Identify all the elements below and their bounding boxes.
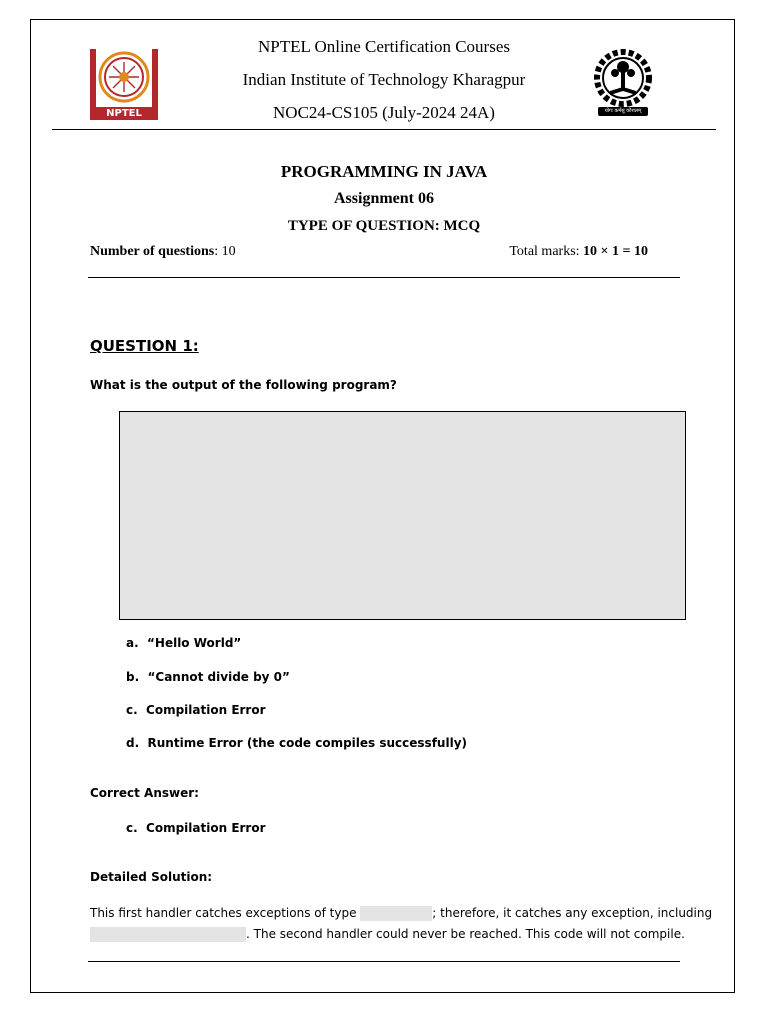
assignment-title: Assignment 06 xyxy=(333,190,434,207)
total-marks-label: Total marks: xyxy=(509,244,584,259)
iit-motto: योगः कर्मसु कौशलम् xyxy=(604,108,642,114)
option-b xyxy=(126,670,290,684)
option-text: Runtime Error (the code compiles successfully) xyxy=(147,736,467,750)
nptel-logo-label: NPTEL xyxy=(106,108,142,119)
solution-text-3: . The second handler could never be reached. This code will not compile. xyxy=(246,927,685,941)
redacted-text xyxy=(90,927,246,942)
option-letter: b. xyxy=(126,670,140,684)
option-a xyxy=(126,636,241,650)
option-d xyxy=(126,736,467,750)
detailed-solution-label: Detailed Solution: xyxy=(90,870,213,884)
answer-text: Compilation Error xyxy=(146,821,266,835)
option-text: “Cannot divide by 0” xyxy=(147,670,290,684)
correct-answer-label: Correct Answer: xyxy=(90,786,199,800)
header-divider xyxy=(52,129,716,130)
option-letter: d. xyxy=(126,736,140,750)
total-marks xyxy=(470,244,648,260)
total-marks-value: 10 × 1 = 10 xyxy=(583,244,648,259)
question-text: What is the output of the following program? xyxy=(90,378,397,392)
option-letter: c. xyxy=(126,703,138,717)
header-line-2: Indian Institute of Technology Kharagpur xyxy=(242,70,526,89)
number-of-questions xyxy=(90,244,236,260)
header-line-1: NPTEL Online Certification Courses xyxy=(258,37,510,56)
question-type: TYPE OF QUESTION: MCQ xyxy=(287,218,481,234)
course-title: PROGRAMMING IN JAVA xyxy=(280,162,488,181)
footer-divider xyxy=(88,961,680,962)
number-of-questions-value: : 10 xyxy=(214,244,236,259)
solution-line-2 xyxy=(90,927,690,942)
solution-text-2: ; therefore, it catches any exception, including xyxy=(432,906,713,920)
code-image-placeholder xyxy=(119,411,686,620)
option-letter: a. xyxy=(126,636,139,650)
option-text: “Hello World” xyxy=(147,636,242,650)
option-c xyxy=(126,703,266,717)
header-line-3: NOC24-CS105 (July-2024 24A) xyxy=(273,103,495,122)
solution-line-1 xyxy=(90,906,713,921)
meta-divider xyxy=(88,277,680,278)
nptel-logo xyxy=(89,45,159,121)
answer-letter: c. xyxy=(126,821,138,835)
question-heading: QUESTION 1: xyxy=(90,337,199,355)
option-text: Compilation Error xyxy=(146,703,266,717)
solution-text-1: This first handler catches exceptions of type xyxy=(90,906,361,920)
redacted-text xyxy=(360,906,432,921)
number-of-questions-label: Number of questions xyxy=(90,244,215,259)
correct-answer xyxy=(126,821,266,835)
